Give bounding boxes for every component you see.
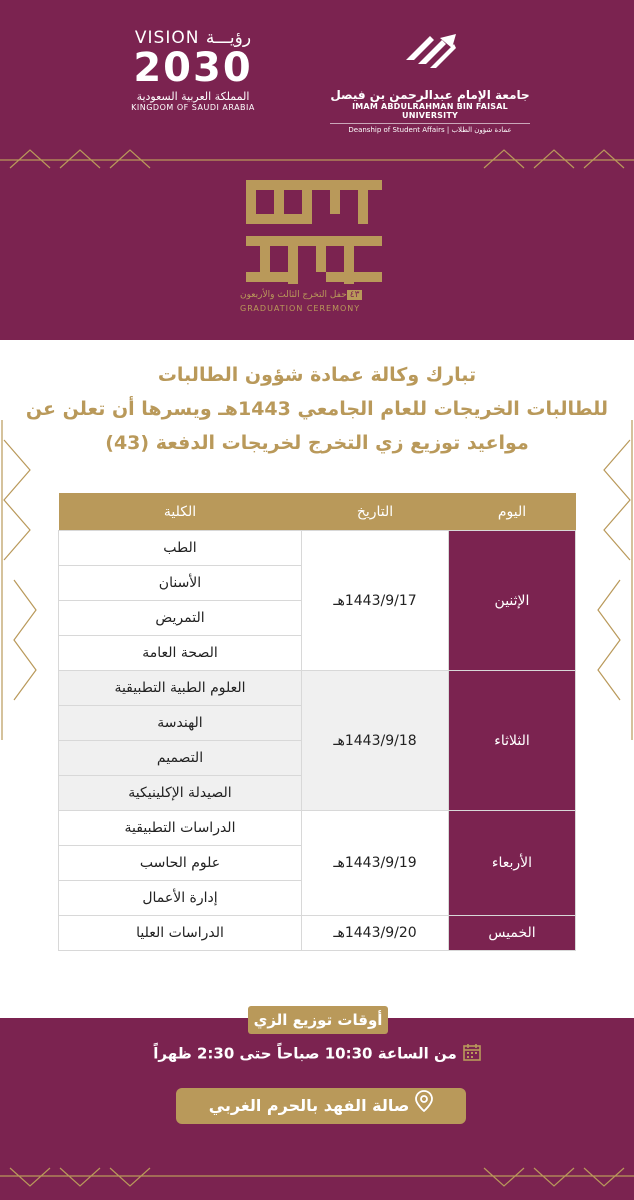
header-day: اليوم [449,493,576,531]
ceremony-title-ar: حفل التخرج الثالث والأربعون [240,290,347,300]
date-cell: 1443/9/17هـ [302,531,449,671]
announcement-line-1: تبارك وكالة عمادة شؤون الطالبات [157,364,477,386]
location-pin-icon [415,1089,433,1125]
graduation-emblem [240,178,400,318]
college-cell: العلوم الطبية التطبيقية [59,671,302,706]
vision-title-ar: رؤيـــة [205,28,252,48]
day-cell: الخميس [449,916,576,951]
vision-title-en: VISION [134,28,200,48]
footer-ornament-line [0,1156,634,1196]
graduation-calligraphy-icon [240,178,388,286]
table-row [59,916,576,951]
kingdom-en: KINGDOM OF SAUDI ARABIA [131,103,255,112]
day-cell: الثلاثاء [449,671,576,811]
header-college: الكلية [59,493,302,531]
distribution-time [0,1043,634,1065]
college-cell: الأسنان [59,566,302,601]
college-cell: الصحة العامة [59,636,302,671]
day-cell: الإثنين [449,531,576,671]
distribution-location [176,1088,466,1124]
header-banner [0,0,634,340]
vision-year: 2030 [133,45,253,91]
university-name-ar: جامعة الإمام عبدالرحمن بن فيصل [330,88,530,102]
announcement-text [20,358,614,460]
college-cell: الصيدلة الإكلينيكية [59,776,302,811]
college-cell: إدارة الأعمال [59,881,302,916]
distribution-location-text: صالة الفهد بالحرم الغربي [208,1096,410,1115]
announcement-line-3: مواعيد توزيع زي التخرج لخريجات الدفعة (43) [105,432,529,454]
college-cell: الدراسات العليا [59,916,302,951]
ceremony-number: ٤٣ [347,290,363,300]
header-ornament-line [0,140,634,180]
header-date: التاريخ [302,493,449,531]
distribution-time-text: من الساعة 10:30 صباحاً حتى 2:30 ظهراً [153,1044,457,1063]
announcement-line-2: للطالبات الخريجات للعام الجامعي 1443هـ ويسرها أن تعلن عن [25,398,609,420]
university-name-en: IMAM ABDULRAHMAN BIN FAISAL UNIVERSITY [352,102,508,120]
date-cell: 1443/9/19هـ [302,811,449,916]
distribution-times-tag: أوقات توزيع الزي [248,1006,388,1034]
college-cell: الدراسات التطبيقية [59,811,302,846]
college-cell: الطب [59,531,302,566]
distribution-schedule-table [58,493,576,951]
date-cell: 1443/9/18هـ [302,671,449,811]
table-row [59,811,576,846]
ceremony-title-en: GRADUATION CEREMONY [240,304,361,313]
kingdom-ar: المملكة العربية السعودية [136,90,250,103]
vision-2030-logo [118,28,268,112]
date-cell: 1443/9/20هـ [302,916,449,951]
day-cell: الأربعاء [449,811,576,916]
deanship-label: Deanship of Student Affairs | عمادة شؤون الطلاب [330,123,530,134]
university-emblem-icon [400,30,460,80]
table-row [59,671,576,706]
table-header-row [59,493,576,531]
college-cell: الهندسة [59,706,302,741]
college-cell: علوم الحاسب [59,846,302,881]
college-cell: التصميم [59,741,302,776]
college-cell: التمريض [59,601,302,636]
table-row [59,531,576,566]
university-logo [330,30,530,134]
calendar-icon [463,1043,481,1065]
